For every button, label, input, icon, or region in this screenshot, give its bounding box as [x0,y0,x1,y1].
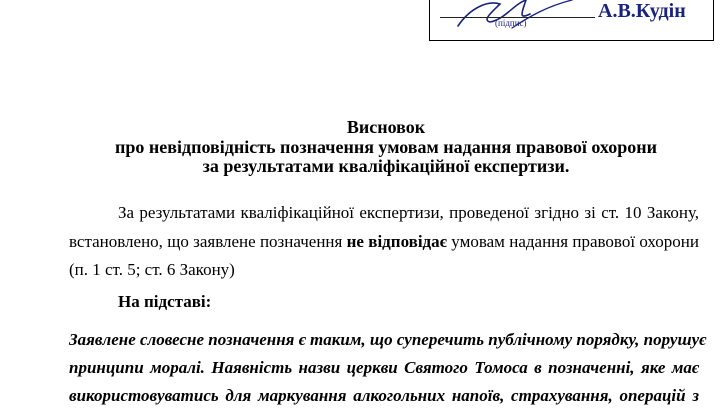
conclusion-verdict: не відповідає [346,232,447,251]
grounds-heading: На підставі: [118,292,212,311]
grounds-line-3: використовуватись для маркування алкогольних напоїв, страхування, операцій з [69,386,699,405]
document-subtitle-line-2: за результатами кваліфікаційної експертизи. [202,156,570,176]
conclusion-text-after: умовам надання правової охорони [451,232,699,251]
document-subtitle-line-1: про невідповідність позначення умовам надання правової охорони [115,137,657,157]
signature-caption: (підпис) [495,18,527,28]
conclusion-line-1: За результатами кваліфікаційної експертизи, проведеної згідно зі ст. 10 Закону, [118,203,699,222]
document-title: Висновок [346,117,426,137]
conclusion-line-2 [69,232,699,252]
signatory-name: А.В.Кудін [598,0,686,22]
conclusion-line-3: (п. 1 ст. 5; ст. 6 Закону) [69,260,235,279]
grounds-line-1: Заявлене словесне позначення є таким, що суперечить публічному порядку, порушує [69,330,707,349]
conclusion-text-before: встановлено, що заявлене позначення [69,232,343,251]
grounds-line-2: принципи моралі. Наявність назви церкви Святого Томоса в позначенні, яке має [69,358,699,377]
signature-block [429,0,714,41]
